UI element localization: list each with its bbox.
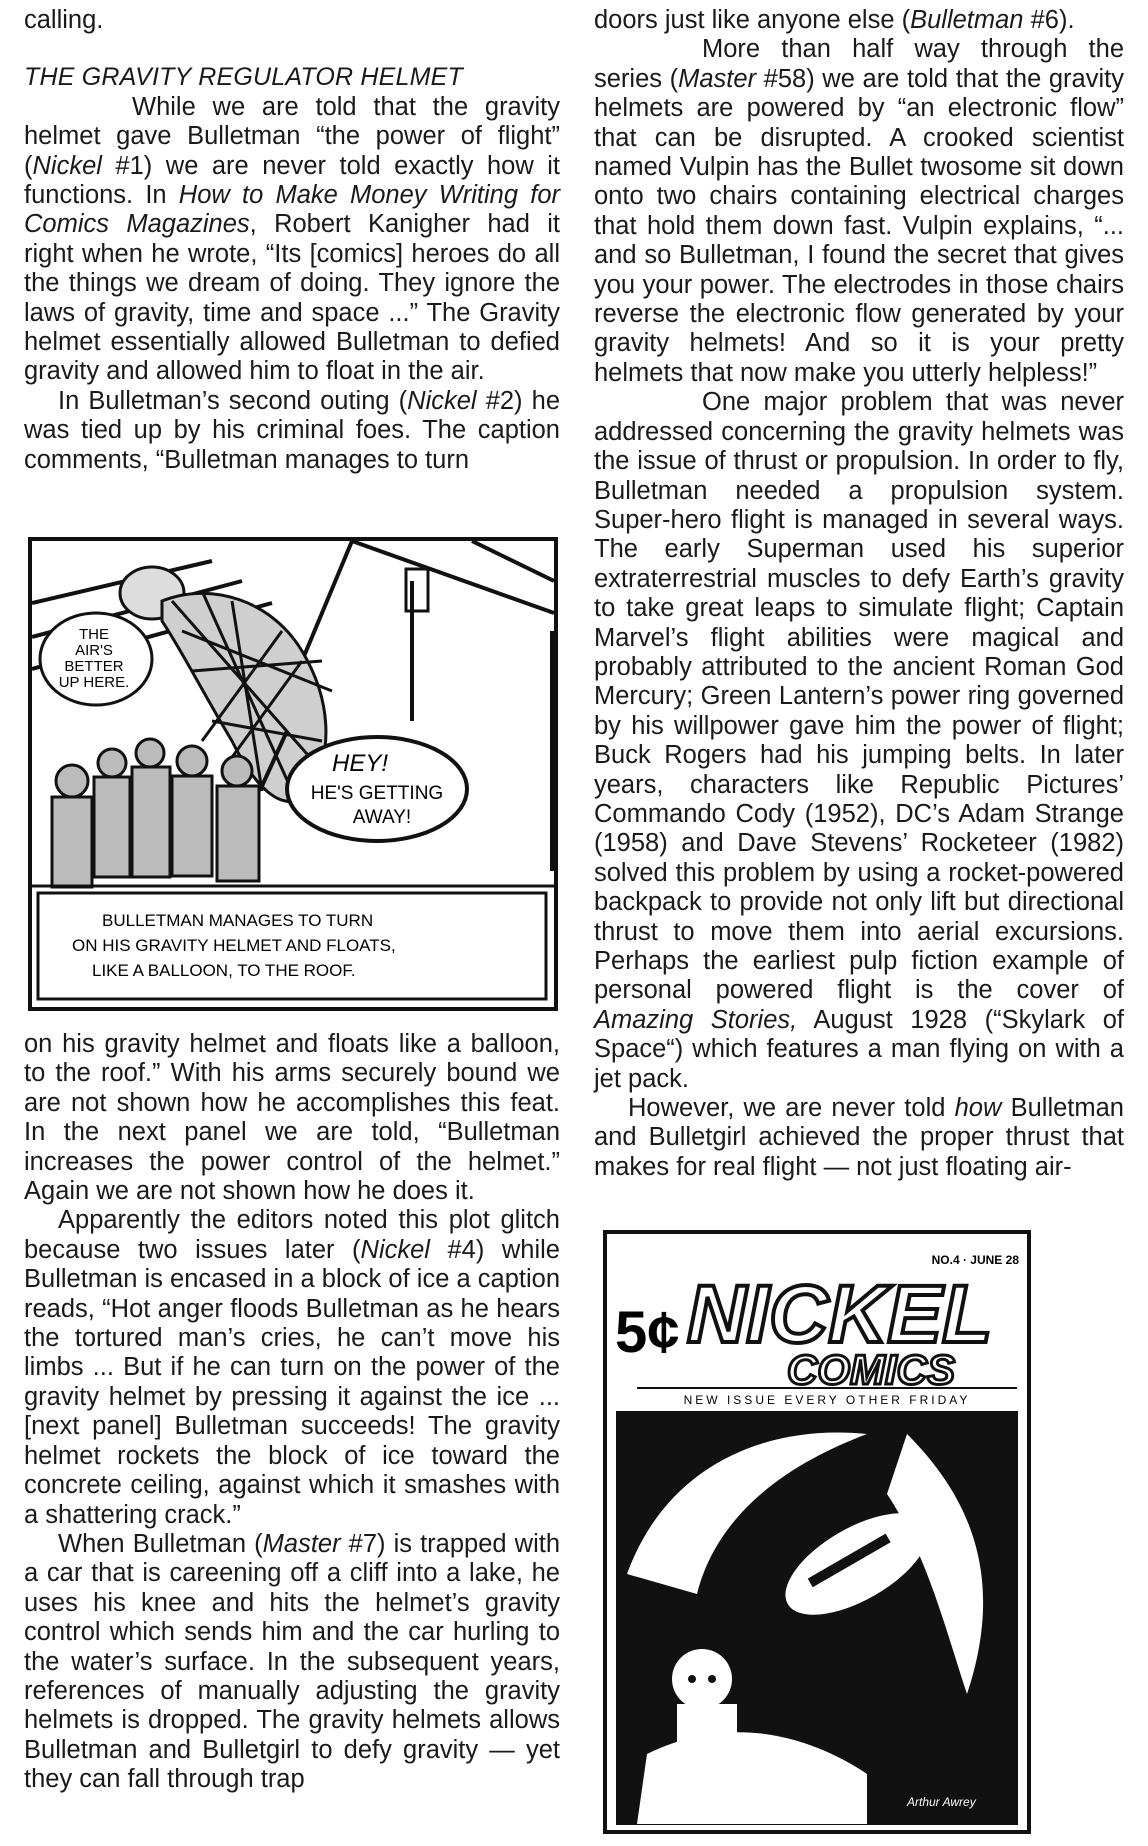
left-column-top — [24, 6, 560, 475]
paragraph-calling: calling. — [24, 6, 104, 34]
comic-panel-illustration — [28, 537, 558, 1011]
caption-line1: BULLETMAN MANAGES TO TURN — [102, 911, 374, 930]
paragraph-plot-glitch: Apparently the editors noted this plot glitch because two issues later (Nickel #4) while Bulletman is encased in a block of ice a caption reads, “Hot anger floods Bulletman as he hears the tortured man’s cries, he can’t move his limbs ... But if he can turn on the power of the gravity helmet by pressing it against the ice ... [next panel] Bulletman succeeds! The gravity helmet rockets the block of ice toward the concrete ceiling, against which it smashes with a shattering crack.” — [24, 1206, 560, 1529]
balloon2-line3: AWAY! — [352, 807, 412, 828]
balloon1-line1: THE — [79, 626, 109, 643]
paragraph-thrust: However, we are never told how Bulletman and Bulletgirl achieved the proper thrust that makes for real flight — not just floating air- — [594, 1094, 1124, 1181]
left-column-bottom — [24, 1030, 560, 1795]
cover-signature: Arthur Awrey — [907, 1795, 976, 1809]
paragraph-gravity-helmet: While we are told that the gravity helmet gave Bulletman “the power of flight” (Nickel #1) we are never told exactly how it functions. In How to Make Money Writing for Comics Magazines, Robert Kanigher had it right when he wrote, “Its [comics] heroes do all the things we dream of doing. They ignore the laws of gravity, time and space ...” The Gravity helmet essentially allowed Bulletman to defied gravity and allowed him to float in the air. — [24, 92, 560, 386]
cover-price: 5¢ — [615, 1300, 680, 1365]
cover-title-bottom: COMICS — [787, 1346, 955, 1393]
balloon2-line2: HE'S GETTING — [310, 783, 444, 804]
paragraph-second-outing: In Bulletman’s second outing (Nickel #2) he was tied up by his criminal foes. The caption comments, “Bulletman manages to turn — [24, 386, 561, 474]
balloon1-line3: BETTER — [64, 658, 124, 675]
balloon1-line2: AIR'S — [75, 642, 113, 659]
cover-issue: NO.4 · JUNE 28 — [931, 1253, 1019, 1267]
section-heading: THE GRAVITY REGULATOR HELMET — [24, 63, 464, 92]
caption-line2: ON HIS GRAVITY HELMET AND FLOATS, — [72, 936, 396, 955]
paragraph-car-cliff: When Bulletman (Master #7) is trapped with a car that is careening off a cliff into a lake, he uses his knee and hits the helmet’s gravity control which sends him and the car hurling to the water’s surface. In the subsequent years, references of manually adjusting the gravity helmets is dropped. The gravity helmets allows Bulletman and Bulletgirl to defy gravity — yet they can fall through trap — [24, 1529, 560, 1794]
caption-line3: LIKE A BALLOON, TO THE ROOF. — [92, 961, 356, 980]
balloon2-line1: HEY! — [332, 750, 389, 777]
paragraph-electronic-flow: More than half way through the series (Master #58) we are told that the gravity helmets are powered by “an electronic flow” that can be disrupted. A crooked scientist named Vulpin has the Bullet twosome sit down onto two chairs containing electrical charges that hold them down fast. Vulpin explains, “... and so Bulletman, I found the secret that gives you your power. The electrodes in those chairs reverse the electronic flow generated by your gravity helmets! And so it is your pretty helmets that now make you utterly helpless!” — [594, 35, 1124, 387]
cover-title-top: NICKEL — [687, 1269, 993, 1360]
right-column — [594, 6, 1124, 1182]
paragraph-floats-balloon: on his gravity helmet and floats like a balloon, to the roof.” With his arms securely bound we are not shown how he accomplishes this feat. In the next panel we are told, “Bulletman increases the power control of the helmet.” Again we are not shown how he does it. — [24, 1030, 560, 1206]
paragraph-trap-doors: doors just like anyone else (Bulletman #6). — [594, 6, 1075, 34]
paragraph-propulsion: One major problem that was never addressed concerning the gravity helmets was the issue of thrust or propulsion. In order to fly, Bulletman needed a propulsion system. Super-hero flight is managed in several ways. The early Superman used his superior extraterrestrial muscles to defy Earth’s gravity to take great leaps to simulate flight; Captain Marvel’s flight abilities were magical and probably attributed to the ancient Roman God Mercury; Green Lantern’s power ring governed by his willpower gave him the power of flight; Buck Rogers had his jumping belts. In later years, characters like Republic Pictures’ Commando Cody (1952), DC’s Adam Strange (1958) and Dave Stevens’ Rocketeer (1982) solved this problem by using a rocket-powered backpack to provide not only lift but directional thrust to move them into aerial excursions. Perhaps the earliest pulp fiction example of personal powered flight is the cover of Amazing Stories, August 1928 (“Skylark of Space“) which features a man flying on with a jet pack. — [594, 388, 1124, 1093]
balloon1-line4: UP HERE. — [58, 674, 130, 691]
cover-tagline: NEW ISSUE EVERY OTHER FRIDAY — [683, 1393, 971, 1407]
nickel-comics-cover — [603, 1230, 1031, 1834]
